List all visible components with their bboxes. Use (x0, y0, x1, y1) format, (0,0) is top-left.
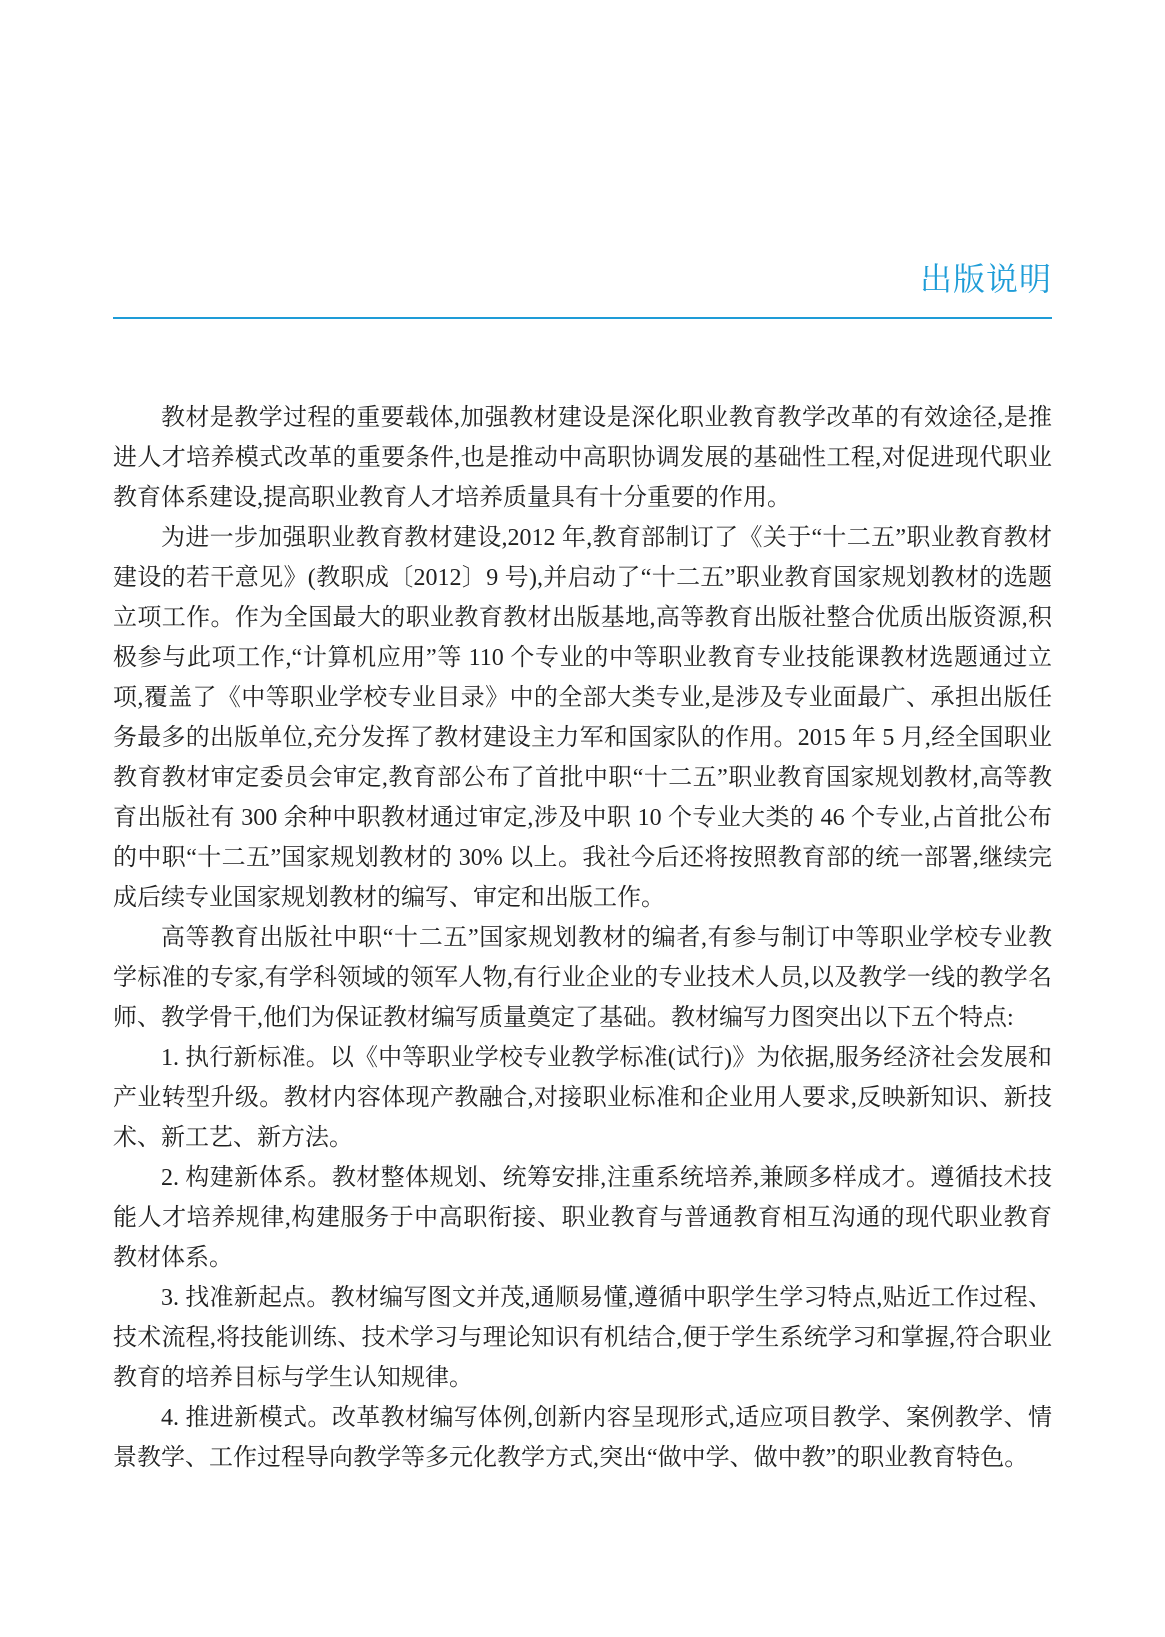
feature-item-2: 2. 构建新体系。教材整体规划、统筹安排,注重系统培养,兼顾多样成才。遵循技术技能人才培养规律,构建服务于中高职衔接、职业教育与普通教育相互沟通的现代职业教育教材体系。 (113, 1165, 1052, 1271)
feature-item-3: 3. 找准新起点。教材编写图文并茂,通顺易懂,遵循中职学生学习特点,贴近工作过程、技术流程,将技能训练、技术学习与理论知识有机结合,便于学生系统学习和掌握,符合职业教育的培养目标与学生认知规律。 (113, 1285, 1052, 1391)
page-body (113, 319, 1052, 1478)
body-paragraph-3: 高等教育出版社中职“十二五”国家规划教材的编者,有参与制订中等职业学校专业教学标准的专家,有学科领域的领军人物,有行业企业的专业技术人员,以及教学一线的教学名师、教学骨干,他们为保证教材编写质量奠定了基础。教材编写力图突出以下五个特点: (113, 925, 1052, 1031)
feature-item-4: 4. 推进新模式。改革教材编写体例,创新内容呈现形式,适应项目教学、案例教学、情景教学、工作过程导向教学等多元化教学方式,突出“做中学、做中教”的职业教育特色。 (113, 1405, 1052, 1471)
feature-item-1: 1. 执行新标准。以《中等职业学校专业教学标准(试行)》为依据,服务经济社会发展和产业转型升级。教材内容体现产教融合,对接职业标准和企业用人要求,反映新知识、新技术、新工艺、新方法。 (113, 1045, 1052, 1151)
page-header (113, 0, 1052, 319)
body-paragraph-2: 为进一步加强职业教育教材建设,2012 年,教育部制订了《关于“十二五”职业教育教材建设的若干意见》(教职成〔2012〕9 号),并启动了“十二五”职业教育国家规划教材的选题立项工作。作为全国最大的职业教育教材出版基地,高等教育出版社整合优质出版资源,积极参与此项工作,“计算机应用”等 110 个专业的中等职业教育专业技能课教材选题通过立项,覆盖了《中等职业学校专业目录》中的全部大类专业,是涉及专业面最广、承担出版任务最多的出版单位,充分发挥了教材建设主力军和国家队的作用。2015 年 5 月,经全国职业教育教材审定委员会审定,教育部公布了首批中职“十二五”职业教育国家规划教材,高等教育出版社有 300 余种中职教材通过审定,涉及中职 10 个专业大类的 46 个专业,占首批公布的中职“十二五”国家规划教材的 30% 以上。我社今后还将按照教育部的统一部署,继续完成后续专业国家规划教材的编写、审定和出版工作。 (113, 525, 1052, 911)
page-title: 出版说明 (919, 261, 1052, 297)
body-paragraph-1: 教材是教学过程的重要载体,加强教材建设是深化职业教育教学改革的有效途径,是推进人才培养模式改革的重要条件,也是推动中高职协调发展的基础性工程,对促进现代职业教育体系建设,提高职业教育人才培养质量具有十分重要的作用。 (113, 405, 1052, 511)
